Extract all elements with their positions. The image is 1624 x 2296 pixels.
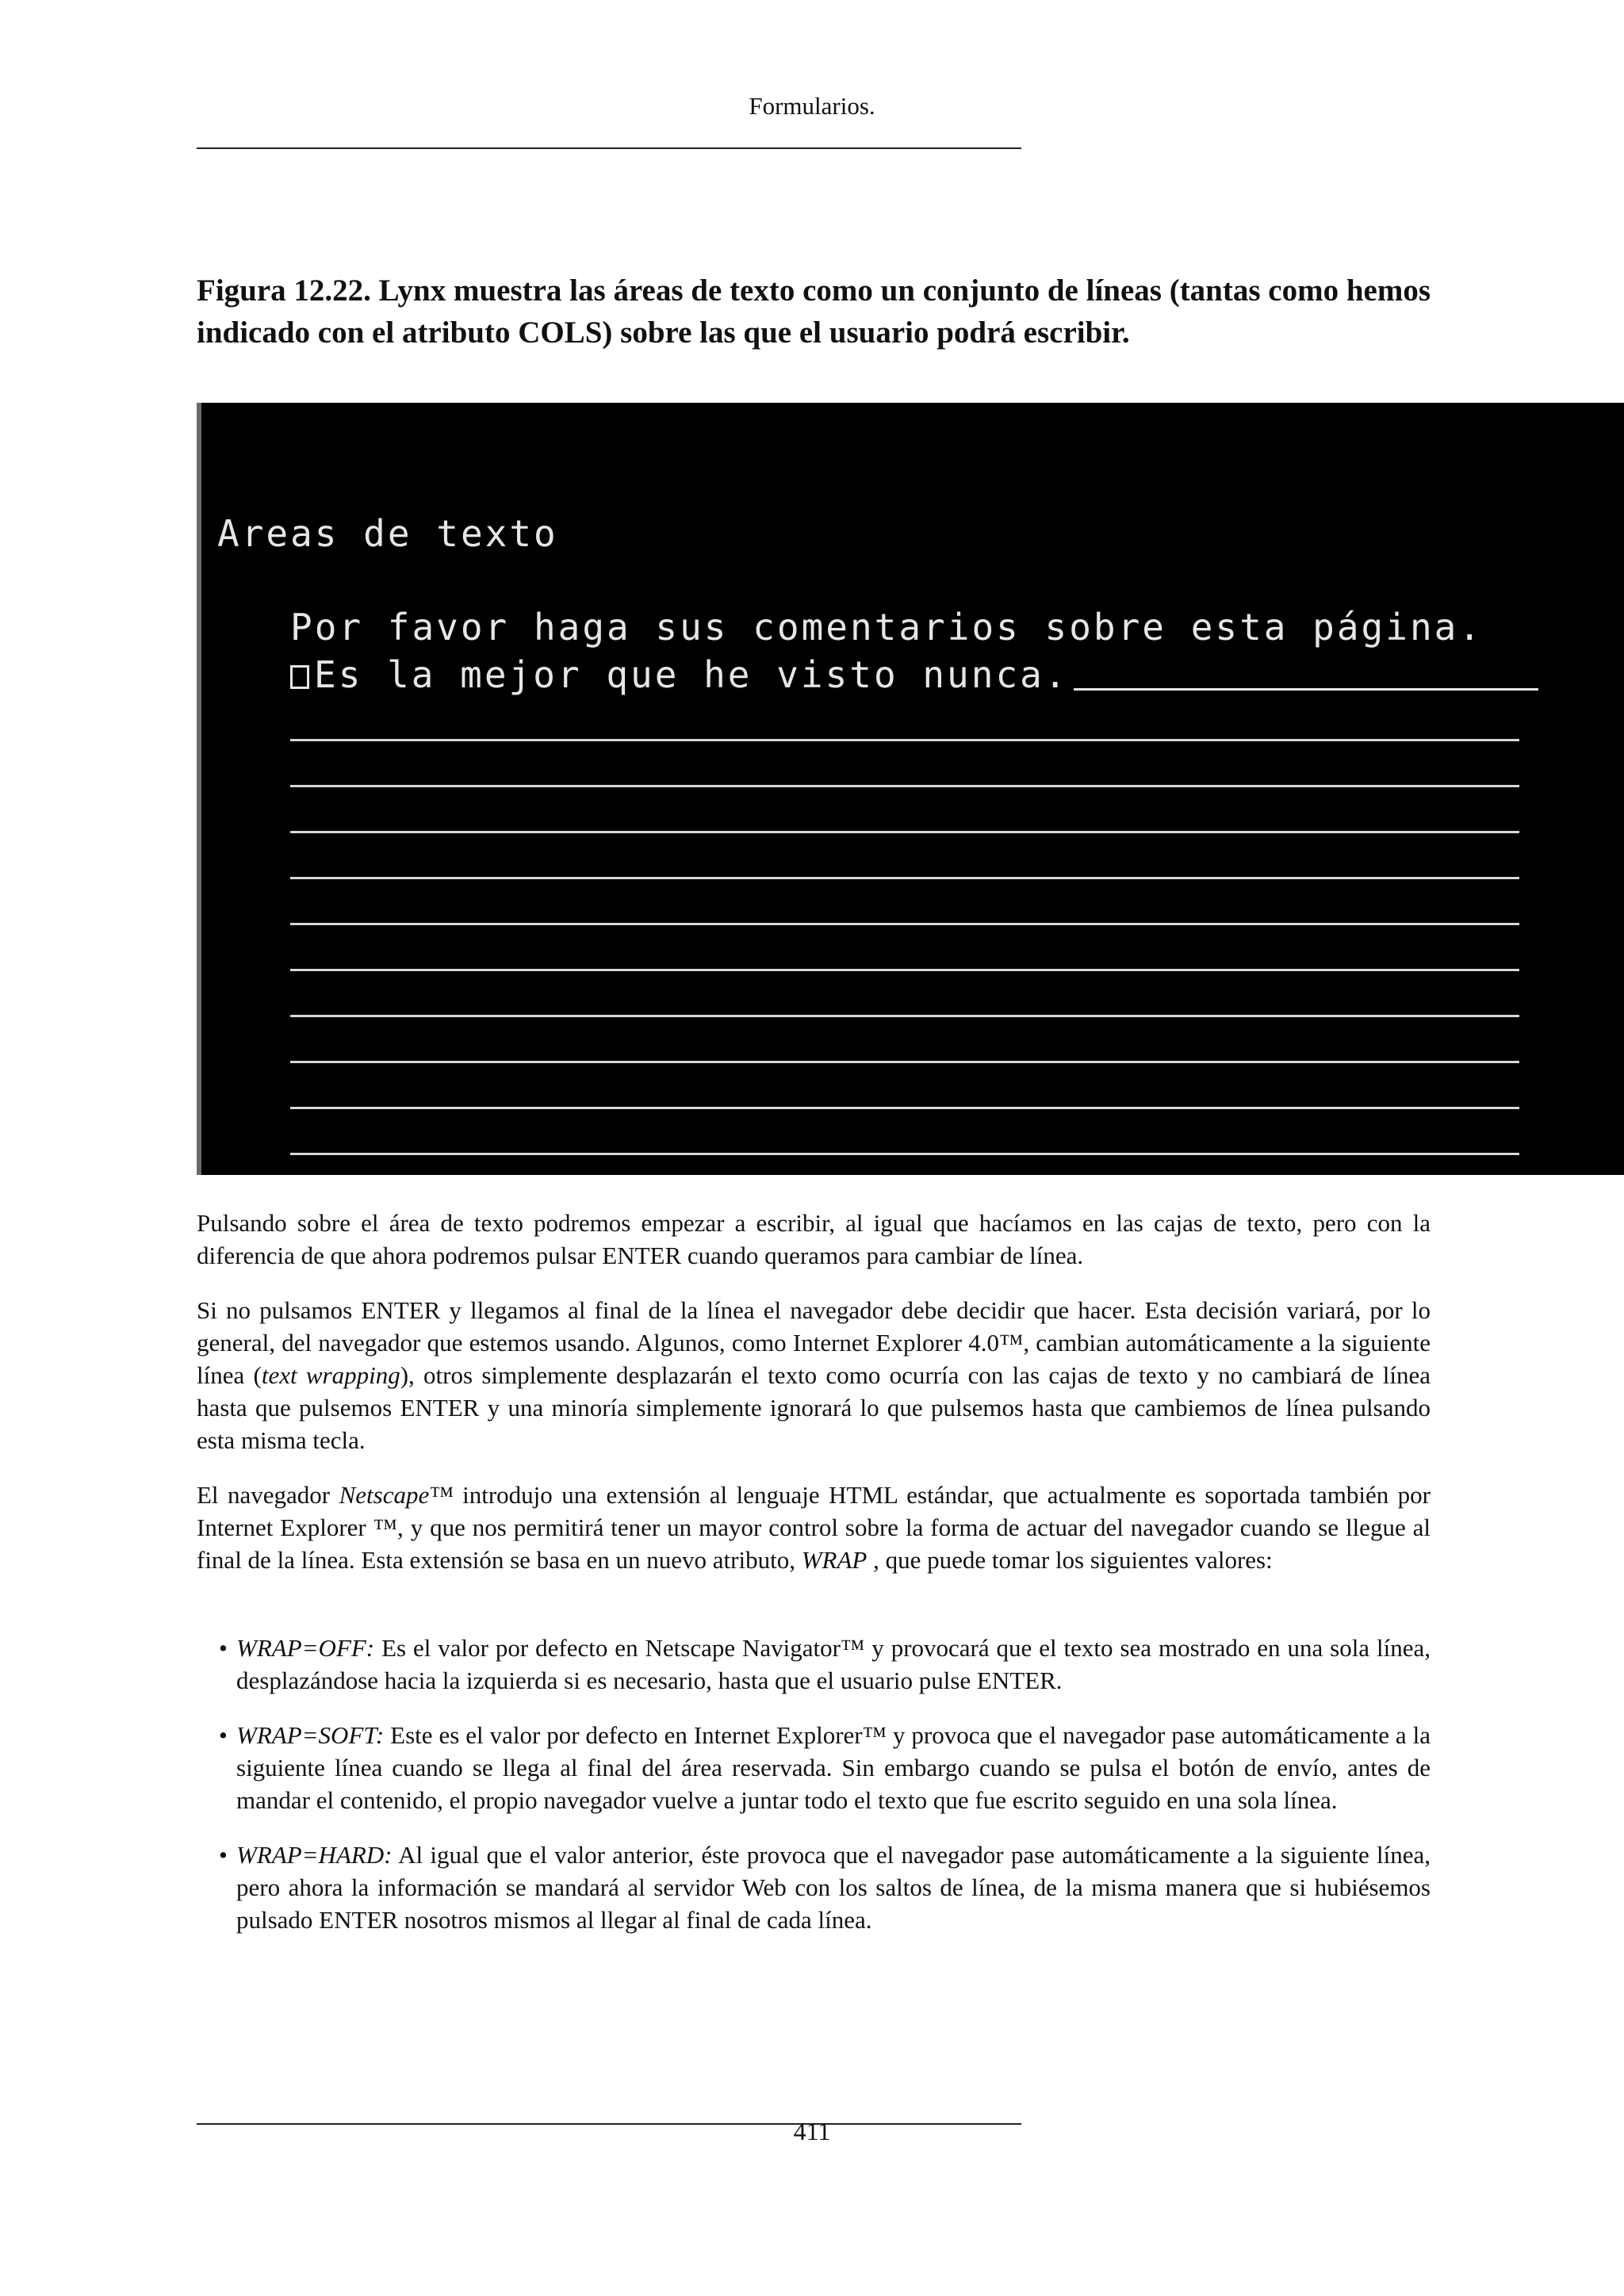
list-item: • WRAP=HARD: Al igual que el valor anterior, éste provoca que el navegador pase automáticamente a la siguiente línea, pero ahora la información se mandará al servidor Web con los saltos de línea, de la misma manera que si hubiésemos pulsado ENTER nosotros mismos al llegar al final de cada línea. bbox=[219, 1841, 1431, 1934]
terminal-page-title: Areas de texto bbox=[217, 512, 558, 555]
textarea-empty-line[interactable] bbox=[290, 925, 1519, 971]
paragraph: El navegador Netscape™ introdujo una extensión al lenguaje HTML estándar, que actualmente es soportada también por Internet Explorer ™, y que nos permitirá tener un mayor control sobre la forma de actuar del navegador cuando se llegue al final de la línea. Esta extensión se basa en un nuevo atributo, WRAP , que puede tomar los siguientes valores: bbox=[197, 1481, 1431, 1574]
cursor-box-icon bbox=[290, 665, 309, 689]
lynx-terminal-screenshot bbox=[197, 403, 1624, 1175]
header-rule bbox=[197, 147, 1021, 149]
textarea-empty-line[interactable] bbox=[290, 741, 1519, 787]
wrap-values-list bbox=[197, 1632, 1431, 1936]
page-number: 411 bbox=[793, 2117, 831, 2145]
textarea-empty-line[interactable] bbox=[290, 1063, 1519, 1109]
textarea-empty-line[interactable] bbox=[290, 879, 1519, 925]
textarea-text: Es la mejor que he visto nunca. bbox=[314, 653, 1069, 696]
running-header: Formularios. bbox=[749, 92, 875, 120]
paragraph: Pulsando sobre el área de texto podremos empezar a escribir, al igual que hacíamos en las cajas de texto, pero con la diferencia de que ahora podremos pulsar ENTER cuando queramos para cambiar de línea. bbox=[197, 1209, 1431, 1269]
textarea-empty-line[interactable] bbox=[290, 1017, 1519, 1063]
textarea-empty-line[interactable] bbox=[290, 971, 1519, 1017]
textarea-line-remainder[interactable] bbox=[1074, 688, 1538, 691]
paragraph: Si no pulsamos ENTER y llegamos al final de la línea el navegador debe decidir que hacer. Esta decisión variará, por lo general, del navegador que estemos usando. Algunos, como Internet Explorer 4.0™, cambian automáticamente a la siguiente línea (text wrapping), otros simplemente desplazarán el texto como ocurría con las cajas de texto y no cambiará de línea hasta que pulsemos ENTER y una minoría simplemente ignorará lo que pulsemos hasta que cambiemos de línea pulsando esta misma tecla. bbox=[197, 1296, 1431, 1454]
list-item: • WRAP=SOFT: Este es el valor por defecto en Internet Explorer™ y provoca que el navegador pase automáticamente a la siguiente línea cuando se llega al final del área reservada. Sin embargo cuando se pulsa el botón de envío, antes de mandar el contenido, el propio navegador vuelve a juntar todo el texto que fue escrito seguido en una sola línea. bbox=[219, 1721, 1431, 1814]
body-text bbox=[197, 1207, 1431, 1958]
textarea-empty-line[interactable] bbox=[290, 1109, 1519, 1155]
textarea-empty-line[interactable] bbox=[290, 787, 1519, 833]
textarea-first-line[interactable] bbox=[290, 653, 1069, 696]
list-item: • WRAP=OFF: Es el valor por defecto en Netscape Navigator™ y provocará que el texto sea mostrado en una sola línea, desplazándose hacia la izquierda si es necesario, hasta que el usuario pulse ENTER. bbox=[219, 1634, 1431, 1694]
textarea-lines[interactable] bbox=[290, 739, 1519, 1155]
textarea-empty-line[interactable] bbox=[290, 833, 1519, 879]
terminal-prompt-line: Por favor haga sus comentarios sobre esta página. bbox=[290, 606, 1484, 649]
figure-caption: Figura 12.22. Lynx muestra las áreas de texto como un conjunto de líneas (tantas como hemos indicado con el atributo COLS) sobre las que el usuario podrá escribir. bbox=[197, 274, 1431, 350]
